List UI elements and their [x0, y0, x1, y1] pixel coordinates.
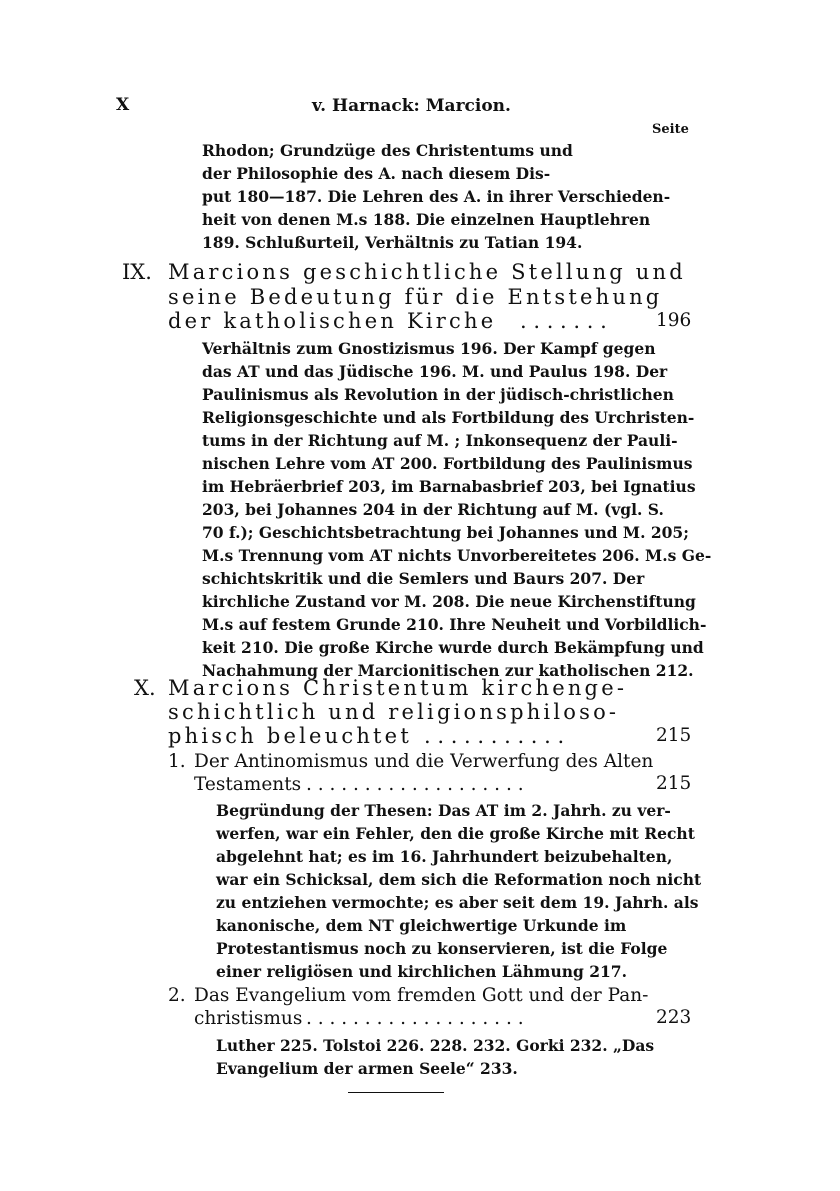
chapter-ix-summary-line: Verhältnis zum Gnostizismus 196. Der Kampf gegen [202, 339, 656, 358]
chapter-ix-summary-line: Paulinismus als Revolution in der jüdisch-christlichen [202, 385, 674, 404]
section-number: 1. [168, 751, 186, 772]
section-summary-line: Begründung der Thesen: Das AT im 2. Jahrh. zu ver- [216, 801, 671, 820]
section-summary-line: zu entziehen vermochte; es aber seit dem 19. Jahrh. als [216, 893, 699, 912]
chapter-ix-summary-line: tums in der Richtung auf M. ; Inkonsequenz der Pauli- [202, 431, 678, 450]
seite-label: Seite [652, 122, 689, 137]
section-summary-line: Evangelium der armen Seele“ 233. [216, 1059, 518, 1078]
chapter-ix-summary-line: M.s auf festem Grunde 210. Ihre Neuheit und Vorbildlich- [202, 615, 707, 634]
intro-line: heit von denen M.s 188. Die einzelnen Hauptlehren [202, 210, 651, 229]
chapter-ix-summary-line: kirchliche Zustand vor M. 208. Die neue Kirchenstiftung [202, 592, 696, 611]
chapter-ix-summary-line: schichtskritik und die Semlers und Baurs 207. Der [202, 569, 645, 588]
chapter-ix-summary-line: 70 f.); Geschichtsbetrachtung bei Johannes und M. 205; [202, 523, 689, 542]
section-page: 215 [656, 773, 692, 794]
section-title-line: christismus [194, 1008, 303, 1029]
section-title-line: Der Antinomismus und die Verwerfung des Alten [194, 751, 654, 772]
section-title-line: Das Evangelium vom fremden Gott und der Pan- [194, 985, 649, 1006]
chapter-ix-leader: . . . . . . . [520, 309, 607, 333]
chapter-ix-summary-line: Nachahmung der Marcionitischen zur katholischen 212. [202, 661, 694, 680]
chapter-ix-page: 196 [656, 310, 692, 331]
chapter-ix-title-line: seine Bedeutung für die Entstehung [168, 285, 663, 309]
chapter-ix-title-line: der katholischen Kirche [168, 309, 497, 333]
section-page: 223 [656, 1007, 692, 1028]
section-summary-line: Luther 225. Tolstoi 226. 228. 232. Gorki 232. „Das [216, 1036, 655, 1055]
chapter-ix-summary-line: nischen Lehre vom AT 200. Fortbildung des Paulinismus [202, 454, 693, 473]
section-summary-line: werfen, war ein Fehler, den die große Kirche mit Recht [216, 824, 695, 843]
section-summary-line: abgelehnt hat; es im 16. Jahrhundert beizubehalten, [216, 847, 673, 866]
chapter-ix-summary-line: keit 210. Die große Kirche wurde durch Bekämpfung und [202, 638, 704, 657]
chapter-x-page: 215 [656, 725, 692, 746]
section-summary-line: einer religiösen und kirchlichen Lähmung 217. [216, 962, 627, 981]
chapter-ix-summary-line: das AT und das Jüdische 196. M. und Paulus 198. Der [202, 362, 668, 381]
chapter-ix-summary-line: 203, bei Johannes 204 in der Richtung auf M. (vgl. S. [202, 500, 664, 519]
section-title-line: Testaments [194, 774, 302, 795]
section-number: 2. [168, 985, 186, 1006]
intro-line: put 180—187. Die Lehren des A. in ihrer Verschieden- [202, 187, 671, 206]
chapter-ix-numeral: IX. [122, 260, 152, 284]
chapter-ix-title-line: Marcions geschichtliche Stellung und [168, 260, 686, 284]
section-summary-line: Protestantismus noch zu konservieren, ist die Folge [216, 939, 668, 958]
section-summary-line: kanonische, dem NT gleichwertige Urkunde im [216, 916, 627, 935]
chapter-x-title-line: Marcions Christentum kirchenge- [168, 676, 628, 700]
chapter-x-leader: . . . . . . . . . . . [424, 724, 565, 748]
chapter-ix-summary-line: im Hebräerbrief 203, im Barnabasbrief 203, bei Ignatius [202, 477, 696, 496]
chapter-x-title-line: phisch beleuchtet [168, 724, 412, 748]
section-leader: . . . . . . . . . . . . . . . . . . . [306, 774, 524, 795]
intro-line: 189. Schlußurteil, Verhältnis zu Tatian 194. [202, 233, 583, 252]
closing-rule [348, 1092, 444, 1093]
running-title: v. Harnack: Marcion. [312, 96, 511, 116]
section-summary-line: war ein Schicksal, dem sich die Reformation noch nicht [216, 870, 702, 889]
page-number: X [116, 95, 130, 115]
chapter-x-title-line: schichtlich und religionsphiloso- [168, 700, 620, 724]
chapter-ix-summary-line: Religionsgeschichte und als Fortbildung des Urchristen- [202, 408, 695, 427]
intro-line: der Philosophie des A. nach diesem Dis- [202, 164, 551, 183]
chapter-ix-summary-line: M.s Trennung vom AT nichts Unvorbereitetes 206. M.s Ge- [202, 546, 712, 565]
section-leader: . . . . . . . . . . . . . . . . . . . [306, 1008, 524, 1029]
chapter-x-numeral: X. [134, 676, 156, 700]
intro-line: Rhodon; Grundzüge des Christentums und [202, 141, 573, 160]
